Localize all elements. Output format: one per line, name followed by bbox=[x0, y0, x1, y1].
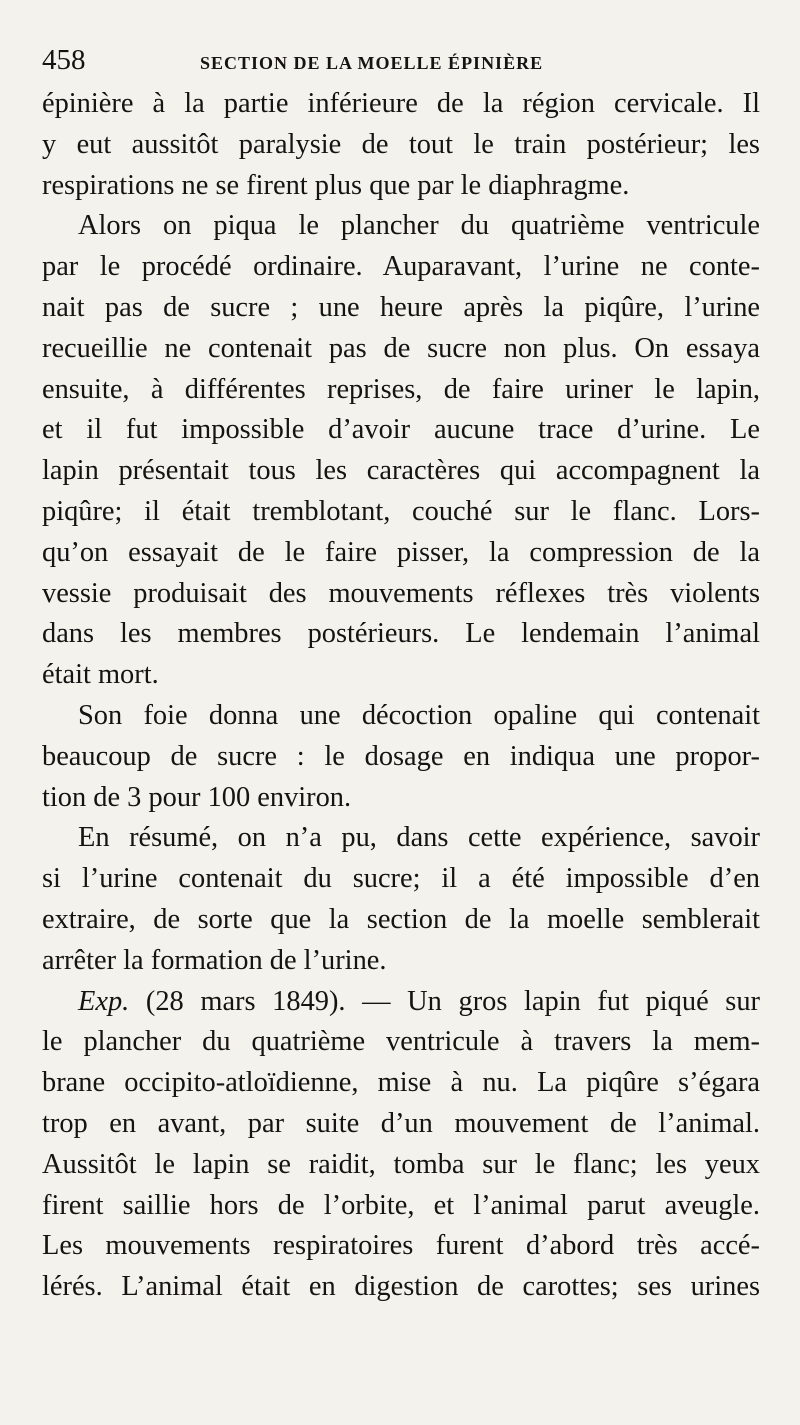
text-line bbox=[42, 982, 760, 1023]
text-line: Aussitôt le lapin se raidit, tomba sur le flanc; les yeux bbox=[42, 1148, 760, 1180]
body-text bbox=[42, 84, 760, 1308]
text-line: Les mouvements respiratoires furent d’abord très accé- bbox=[42, 1230, 760, 1262]
text-line: était mort. bbox=[42, 659, 159, 691]
text-line: vessie produisait des mouvements réflexes très violents bbox=[42, 577, 760, 609]
text-line: arrêter la formation de l’urine. bbox=[42, 944, 387, 976]
text-line: ensuite, à différentes reprises, de faire uriner le lapin, bbox=[42, 373, 760, 405]
text-line: beaucoup de sucre : le dosage en indiqua une propor- bbox=[42, 740, 760, 772]
running-title: SECTION DE LA MOELLE ÉPINIÈRE bbox=[200, 53, 544, 73]
text-line: épinière à la partie inférieure de la région cervicale. Il bbox=[42, 88, 760, 119]
text-line: extraire, de sorte que la section de la moelle semblerait bbox=[42, 903, 760, 935]
text-line: qu’on essayait de le faire pisser, la compression de la bbox=[42, 536, 760, 568]
text-line: recueillie ne contenait pas de sucre non plus. On essaya bbox=[42, 332, 760, 364]
text-line: piqûre; il était tremblotant, couché sur le flanc. Lors- bbox=[42, 495, 760, 527]
text-line-rest: (28 mars 1849). — Un gros lapin fut piqué sur bbox=[129, 985, 760, 1017]
text-line: Alors on piqua le plancher du quatrième ventricule bbox=[78, 210, 760, 242]
text-line: le plancher du quatrième ventricule à travers la mem- bbox=[42, 1026, 760, 1058]
text-line: et il fut impossible d’avoir aucune trace d’urine. Le bbox=[42, 414, 760, 446]
page-number: 458 bbox=[42, 44, 86, 76]
text-line: par le procédé ordinaire. Auparavant, l’urine ne conte- bbox=[42, 251, 760, 283]
experiment-label: Exp. bbox=[78, 985, 130, 1017]
text-line: si l’urine contenait du sucre; il a été impossible d’en bbox=[42, 863, 760, 895]
text-line: firent saillie hors de l’orbite, et l’animal parut aveugle. bbox=[42, 1189, 760, 1221]
text-line: tion de 3 pour 100 environ. bbox=[42, 781, 352, 813]
text-line: nait pas de sucre ; une heure après la piqûre, l’urine bbox=[42, 291, 760, 323]
text-line: lérés. L’animal était en digestion de carottes; ses urines bbox=[42, 1271, 760, 1303]
text-line: lapin présentait tous les caractères qui accompagnent la bbox=[42, 455, 760, 487]
text-line: dans les membres postérieurs. Le lendemain l’animal bbox=[42, 618, 760, 650]
page-header bbox=[42, 44, 760, 80]
text-line: trop en avant, par suite d’un mouvement de l’animal. bbox=[42, 1107, 760, 1139]
text-line: y eut aussitôt paralysie de tout le train postérieur; les bbox=[42, 128, 760, 160]
text-line: brane occipito-atloïdienne, mise à nu. La piqûre s’égara bbox=[42, 1067, 760, 1099]
text-line: En résumé, on n’a pu, dans cette expérience, savoir bbox=[78, 822, 760, 854]
text-line: Son foie donna une décoction opaline qui contenait bbox=[78, 699, 760, 731]
text-line: respirations ne se firent plus que par le diaphragme. bbox=[42, 169, 630, 201]
